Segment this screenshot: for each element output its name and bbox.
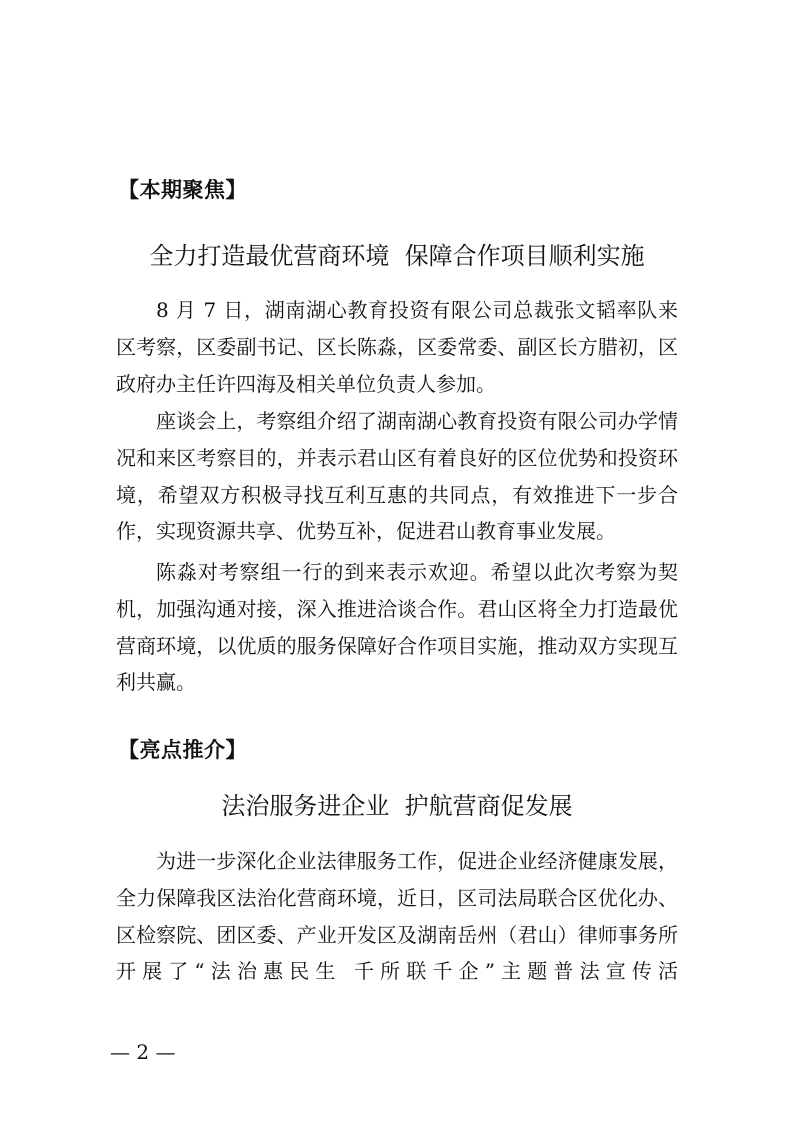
focus-headline: 全力打造最优营商环境 保障合作项目顺利实施 xyxy=(149,242,645,270)
focus-paragraph-1: 8 月 7 日，湖南湖心教育投资有限公司总裁张文韬率队来区考察，区委副书记、区长陈淼，区委常委、副区长方腊初，区政府办主任许四海及相关单位负责人参加。 xyxy=(116,298,678,396)
focus-paragraph-3: 陈淼对考察组一行的到来表示欢迎。希望以此次考察为契机，加强沟通对接，深入推进洽谈合作。君山区将全力打造最优营商环境，以优质的服务保障好合作项目实施，推动双方实现互利共赢。 xyxy=(116,560,678,695)
section-label-highlight: 【亮点推介】 xyxy=(118,738,247,762)
focus-paragraph-2: 座谈会上，考察组介绍了湖南湖心教育投资有限公司办学情况和来区考察目的，并表示君山区有着良好的区位优势和投资环境，希望双方积极寻找互利互惠的共同点，有效推进下一步合作，实现资源共享、优势互补，促进君山教育事业发展。 xyxy=(116,409,678,544)
highlight-paragraph-1: 为进一步深化企业法律服务工作，促进企业经济健康发展，全力保障我区法治化营商环境，近日，区司法局联合区优化办、区检察院、团区委、产业开发区及湖南岳州（君山）律师事务所开展了“法治惠民生 千所联千企”主题普法宣传活 xyxy=(116,849,678,984)
section-label-focus: 【本期聚焦】 xyxy=(118,178,247,202)
page-number: — 2 — xyxy=(110,1040,176,1064)
highlight-headline: 法治服务进企业 护航营商促发展 xyxy=(221,792,573,820)
